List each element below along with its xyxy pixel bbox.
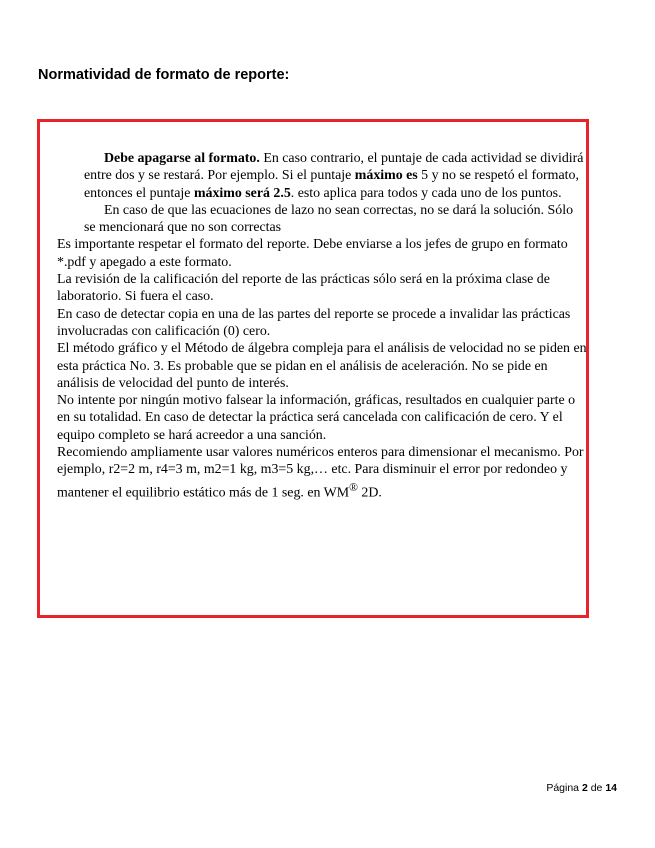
- rule-format-emphasis: Debe apagarse al formato.: [104, 151, 260, 166]
- section-heading: Normatividad de formato de reporte:: [38, 67, 290, 83]
- registered-mark: ®: [349, 480, 358, 494]
- page-number: Página 2 de 14: [546, 782, 617, 794]
- rule-no-falsification: No intente por ningún motivo falsear la información, gráficas, resultados en cualquier parte o en su totalidad. En caso de detectar la práctica será cancelada con calificación de cero. Y el equipo completo se hará acreedor a una sanción.: [57, 393, 576, 443]
- rule-loop-equations: En caso de que las ecuaciones de lazo no sean correctas, no se dará la solución. Sólo se mencionará que no son correctas: [84, 202, 574, 236]
- rule-format-penalty: Debe apagarse al formato. En caso contrario, el puntaje de cada actividad se dividirá entre dos y se restará. Por ejemplo. Si el puntaje máximo es 5 y no se respetó el formato, entonces el puntaje máximo será 2.5. esto aplica para todos y cada uno de los puntos.: [84, 151, 584, 201]
- rule-report-format: Es importante respetar el formato del reporte. Debe enviarse a los jefes de grupo en formato *.pdf y apegado a este formato.: [57, 237, 568, 270]
- total-pages: 14: [605, 782, 617, 794]
- max-score-result-emphasis: máximo será 2.5: [193, 185, 291, 201]
- rule-integer-values: Recomiendo ampliamente usar valores numéricos enteros para dimensionar el mecanismo. Por ejemplo, r2=2 m, r4=3 m, m2=1 kg, m3=5 kg,… etc. Para disminuir el error por redondeo y mantener el equilibrio estático más de 1 seg. en WM® 2D.: [57, 445, 584, 501]
- rule-grade-review: La revisión de la calificación del reporte de las prácticas sólo será en la próxima clase de laboratorio. Si fuera el caso.: [57, 272, 550, 305]
- current-page: 2: [581, 782, 588, 794]
- rules-content: [57, 150, 587, 502]
- rule-methods: El método gráfico y el Método de álgebra compleja para el análisis de velocidad no se piden en esta práctica No. 3. Es probable que se pidan en el análisis de aceleración. No se pide en análisis de velocidad del punto de interés.: [57, 341, 587, 391]
- max-score-emphasis: máximo es: [354, 168, 418, 184]
- rule-copy-detection: En caso de detectar copia en una de las partes del reporte se procede a invalidar las prácticas involucradas con calificación (0) cero.: [57, 306, 571, 339]
